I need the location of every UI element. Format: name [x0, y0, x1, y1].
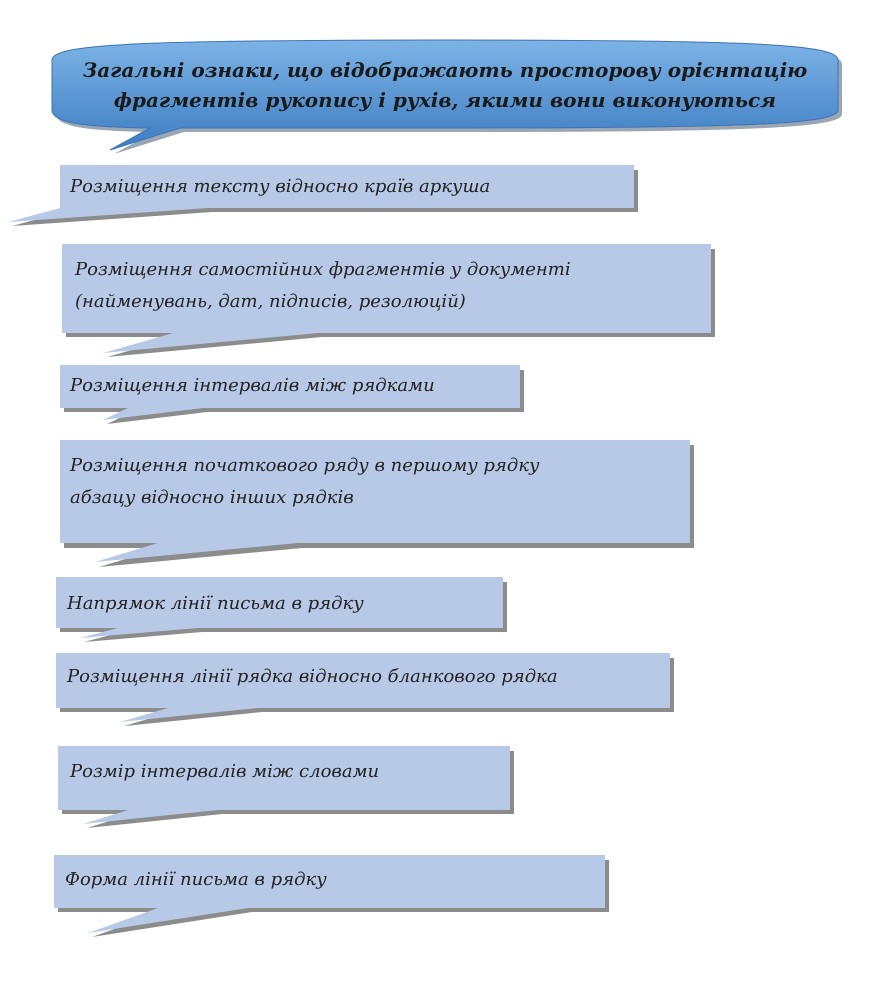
item-5-line-1: Напрямок лінії письма в рядку	[67, 593, 364, 614]
item-8-line-1: Форма лінії письма в рядку	[65, 869, 327, 890]
item-4-text	[70, 450, 539, 514]
item-2-text	[75, 254, 571, 318]
item-4-line-1: Розміщення початкового ряду в першому рядку	[70, 455, 540, 476]
item-7-text	[70, 756, 379, 788]
item-1-line-1: Розміщення тексту відносно країв аркуша	[70, 176, 491, 197]
diagram-title	[60, 50, 830, 120]
item-2-line-2: (найменувань, дат, підписів, резолюцій)	[75, 291, 466, 312]
item-2-line-1: Розміщення самостійних фрагментів у документі	[75, 259, 571, 280]
diagram-title-line-1: Загальні ознаки, що відображають просторову орієнтацію	[82, 58, 808, 82]
item-3-text	[70, 370, 435, 402]
item-4-line-2: абзацу відносно інших рядків	[70, 487, 354, 508]
item-1-text	[70, 171, 490, 203]
item-8-text	[65, 864, 327, 896]
item-6-text	[67, 661, 558, 693]
diagram-title-line-2: фрагментів рукопису і рухів, якими вони виконуються	[113, 88, 777, 112]
item-7-line-1: Розмір інтервалів між словами	[70, 761, 380, 782]
item-3-line-1: Розміщення інтервалів між рядками	[70, 375, 435, 396]
item-6-line-1: Розміщення лінії рядка відносно бланкового рядка	[67, 666, 558, 687]
item-5-text	[67, 588, 364, 620]
